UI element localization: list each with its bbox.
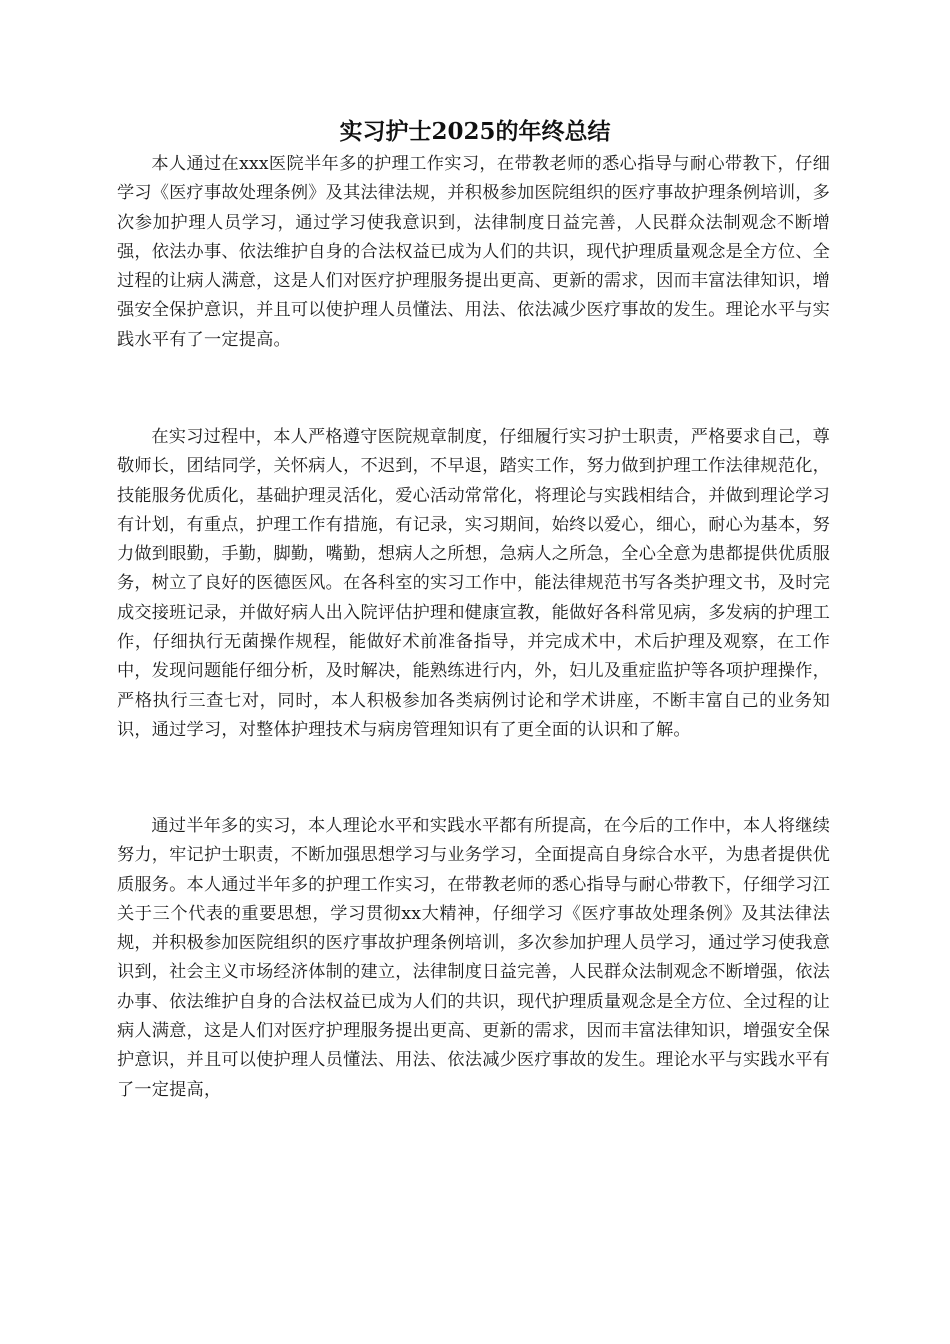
document-title: 实习护士2025的年终总结 (339, 118, 611, 145)
paragraph-1: 本人通过在xxx医院半年多的护理工作实习，在带教老师的悉心指导与耐心带教下，仔细学习《医疗事故处理条例》及其法律法规，并积极参加医院组织的医疗事故护理条例培训，多次参加护理人员学习，通过学习使我意识到，法律制度日益完善，人民群众法制观念不断增强，依法办事、依法维护自身的合法权益已成为人们的共识，现代护理质量观念是全方位、全过程的让病人满意，这是人们对医疗护理服务提出更高、更新的需求，因而丰富法律知识，增强安全保护意识，并且可以使护理人员懂法、用法、依法减少医疗事故的发生。理论水平与实践水平有了一定提高。 (117, 154, 830, 350)
paragraph-3: 通过半年多的实习，本人理论水平和实践水平都有所提高，在今后的工作中，本人将继续努力，牢记护士职责，不断加强思想学习与业务学习，全面提高自身综合水平，为患者提供优质服务。本人通过半年多的护理工作实习，在带教老师的悉心指导与耐心带教下，仔细学习江关于三个代表的重要思想，学习贯彻xx大精神，仔细学习《医疗事故处理条例》及其法律法规，并积极参加医院组织的医疗事故护理条例培训，多次参加护理人员学习，通过学习使我意识到，社会主义市场经济体制的建立，法律制度日益完善，人民群众法制观念不断增强，依法办事、依法维护自身的合法权益已成为人们的共识，现代护理质量观念是全方位、全过程的让病人满意，这是人们对医疗护理服务提出更高、更新的需求，因而丰富法律知识，增强安全保护意识，并且可以使护理人员懂法、用法、依法减少医疗事故的发生。理论水平与实践水平有了一定提高， (117, 816, 830, 1100)
paragraph-2: 在实习过程中，本人严格遵守医院规章制度，仔细履行实习护士职责，严格要求自己，尊敬师长，团结同学，关怀病人，不迟到，不早退，踏实工作，努力做到护理工作法律规范化，技能服务优质化，基础护理灵活化，爱心活动常常化，将理论与实践相结合，并做到理论学习有计划，有重点，护理工作有措施，有记录，实习期间，始终以爱心，细心，耐心为基本，努力做到眼勤，手勤，脚勤，嘴勤，想病人之所想，急病人之所急，全心全意为患都提供优质服务，树立了良好的医德医风。在各科室的实习工作中，能法律规范书写各类护理文书，及时完成交接班记录，并做好病人出入院评估护理和健康宣教，能做好各科常见病，多发病的护理工作，仔细执行无菌操作规程，能做好术前准备指导，并完成术中，术后护理及观察，在工作中，发现问题能仔细分析，及时解决，能熟练进行内，外，妇儿及重症监护等各项护理操作，严格执行三查七对，同时，本人积极参加各类病例讨论和学术讲座，不断丰富自己的业务知识，通过学习，对整体护理技术与病房管理知识有了更全面的认识和了解。 (117, 427, 830, 740)
